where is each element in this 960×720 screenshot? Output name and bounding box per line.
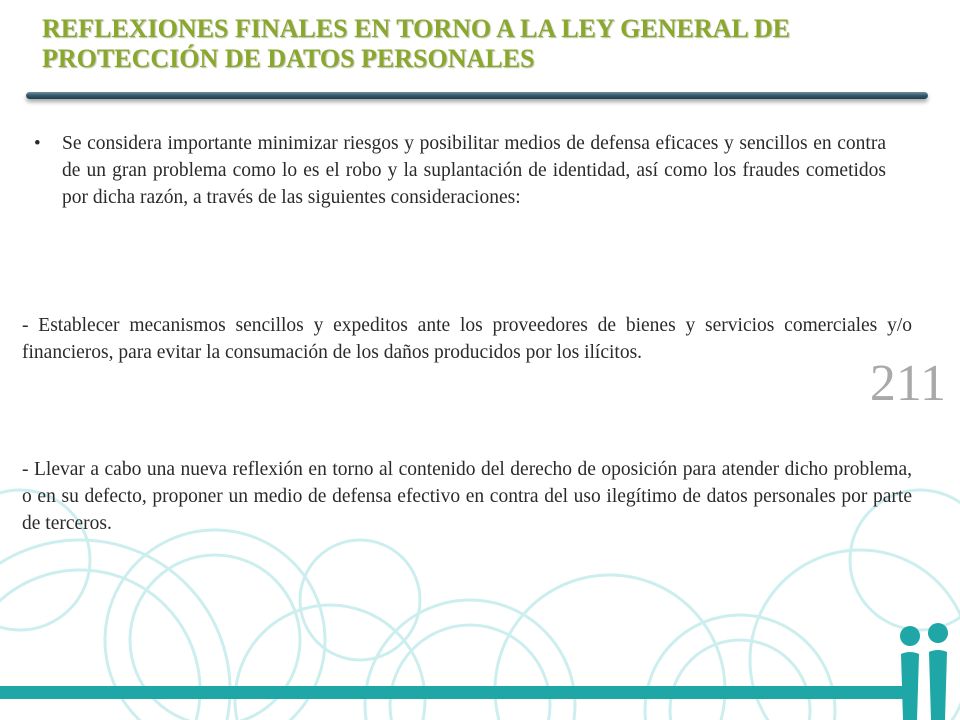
title-divider	[26, 92, 928, 99]
bullet-row	[34, 130, 886, 211]
page-number: 211	[869, 355, 946, 412]
consideration-text-1: - Establecer mecanismos sencillos y expeditos ante los proveedores de bienes y servicios comerciales y/o financieros, para evitar la consumación de los daños producidos por los ilícitos.	[22, 315, 912, 363]
slide-title-line-2: PROTECCIÓN DE DATOS PERSONALES	[42, 44, 535, 73]
consideration-text-2: - Llevar a cabo una nueva reflexión en torno al contenido del derecho de oposición para atender dicho problema, o en su defecto, proponer un medio de defensa efectivo en contra del uso ilegítimo de datos personales por parte de terceros.	[22, 459, 912, 534]
intro-bullet	[34, 130, 886, 211]
consideration-item-1	[22, 312, 912, 366]
intro-bullet-text: Se considera importante minimizar riesgos y posibilitar medios de defensa eficaces y sencillos en contra de un gran problema como lo es el robo y la suplantación de identidad, así como los fraudes cometidos por dicha razón, a través de las siguientes consideraciones:	[62, 133, 886, 208]
bullet-dot-icon: •	[34, 133, 41, 154]
slide-title	[42, 14, 922, 74]
ii-logo-icon	[890, 622, 960, 720]
footer-bar	[0, 686, 908, 699]
consideration-item-2	[22, 456, 912, 537]
slide-title-line-1: REFLEXIONES FINALES EN TORNO A LA LEY GENERAL DE	[42, 14, 790, 43]
